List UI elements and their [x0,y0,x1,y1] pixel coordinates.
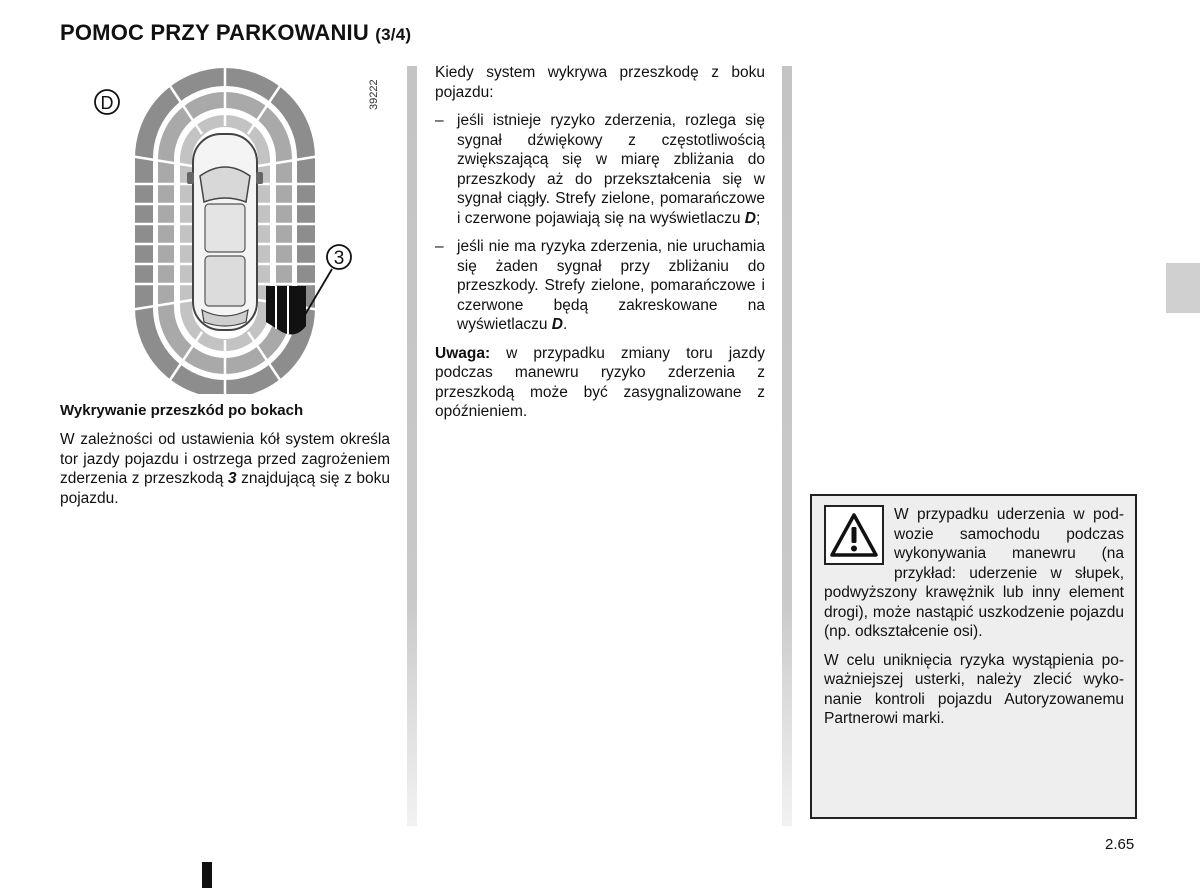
list-item-text [457,237,765,335]
page-title-text: POMOC PRZY PARKOWANIU [60,20,369,45]
middle-intro: Kiedy system wykrywa przeszkodę z boku pojazdu: [435,64,765,101]
page-title-part: (3/4) [375,25,412,44]
parking-display-figure [60,64,390,394]
chapter-tab [1166,263,1200,313]
car-top-view [187,134,263,330]
note-text: w przypadku zmiany toru jazdy podczas manewru ryzyko zderzenia z przeszkodą może być zasygnalizowane z opóźnieniem. [435,344,765,420]
warning-box [810,494,1137,819]
bottom-marker [202,862,212,888]
warning-text-2: W celu uniknięcia ryzyka wystąpienia poważniejszej usterki, należy zlecić wykonanie kontroli pojazdu Autoryzowanemu Partnerowi marki. [824,651,1124,727]
note-paragraph [435,344,765,422]
column-divider-right [782,66,792,826]
list-item [435,237,765,335]
item1-after: ; [755,209,761,227]
section-subheading: Wykrywanie przeszkód po bokach [60,402,304,419]
warning-text-1: W przypadku uderzenia w podwozie samochodu podczas wykonywania manewru (na przykład: uderzenie w słupek, podwyższony krawężnik lub inny element drogi), może nastąpić uszkodzenie pojazdu (np. odkształcenie osi). [824,506,1124,640]
column-divider-left [407,66,417,826]
list-dash: – [435,112,444,129]
list-item [435,111,765,228]
left-column-text [60,430,390,508]
figure-code: 39222 [368,79,380,110]
list-dash: – [435,238,444,255]
side-obstacle-zone [266,286,306,334]
item1-before: jeśli istnieje ryzyko zderzenia, rozlega się sygnał dźwiękowy z częstotliwością zwiększającą się w miarę zbliżania do przeszkody aż do przekształcenia się w sygnał ciągły. Strefy zielone, pomarańczowe i czerwone pojawiają się na wyświetlaczu [457,112,765,227]
item2-before: jeśli nie ma ryzyka zderzenia, nie uruchamia się żaden sygnał przy zbliżaniu do przeszkody. Strefy zielone, pomarańczowe i czerwone będą zakreskowane na wyświetlaczu [457,238,765,333]
display-d-label: D [100,93,114,113]
page-number: 2.65 [1105,836,1135,853]
note-label: Uwaga: [435,344,491,362]
item1-ref: D [744,209,756,227]
callout-3-label: 3 [333,248,345,269]
middle-column [435,63,765,431]
item2-ref: D [551,316,563,333]
left-body-ref: 3 [227,470,237,487]
page-title [60,20,411,46]
left-body-after: znajdującą się z boku pojazdu. [60,470,391,507]
warning-triangle-icon [824,505,884,565]
left-body-before: W zależności od ustawienia kół system określa tor jazdy pojazdu i ostrzega przed zagrożeniem zderzenia z przeszkodą [60,431,390,487]
list-item-text [457,111,765,228]
item2-after: . [562,316,568,333]
